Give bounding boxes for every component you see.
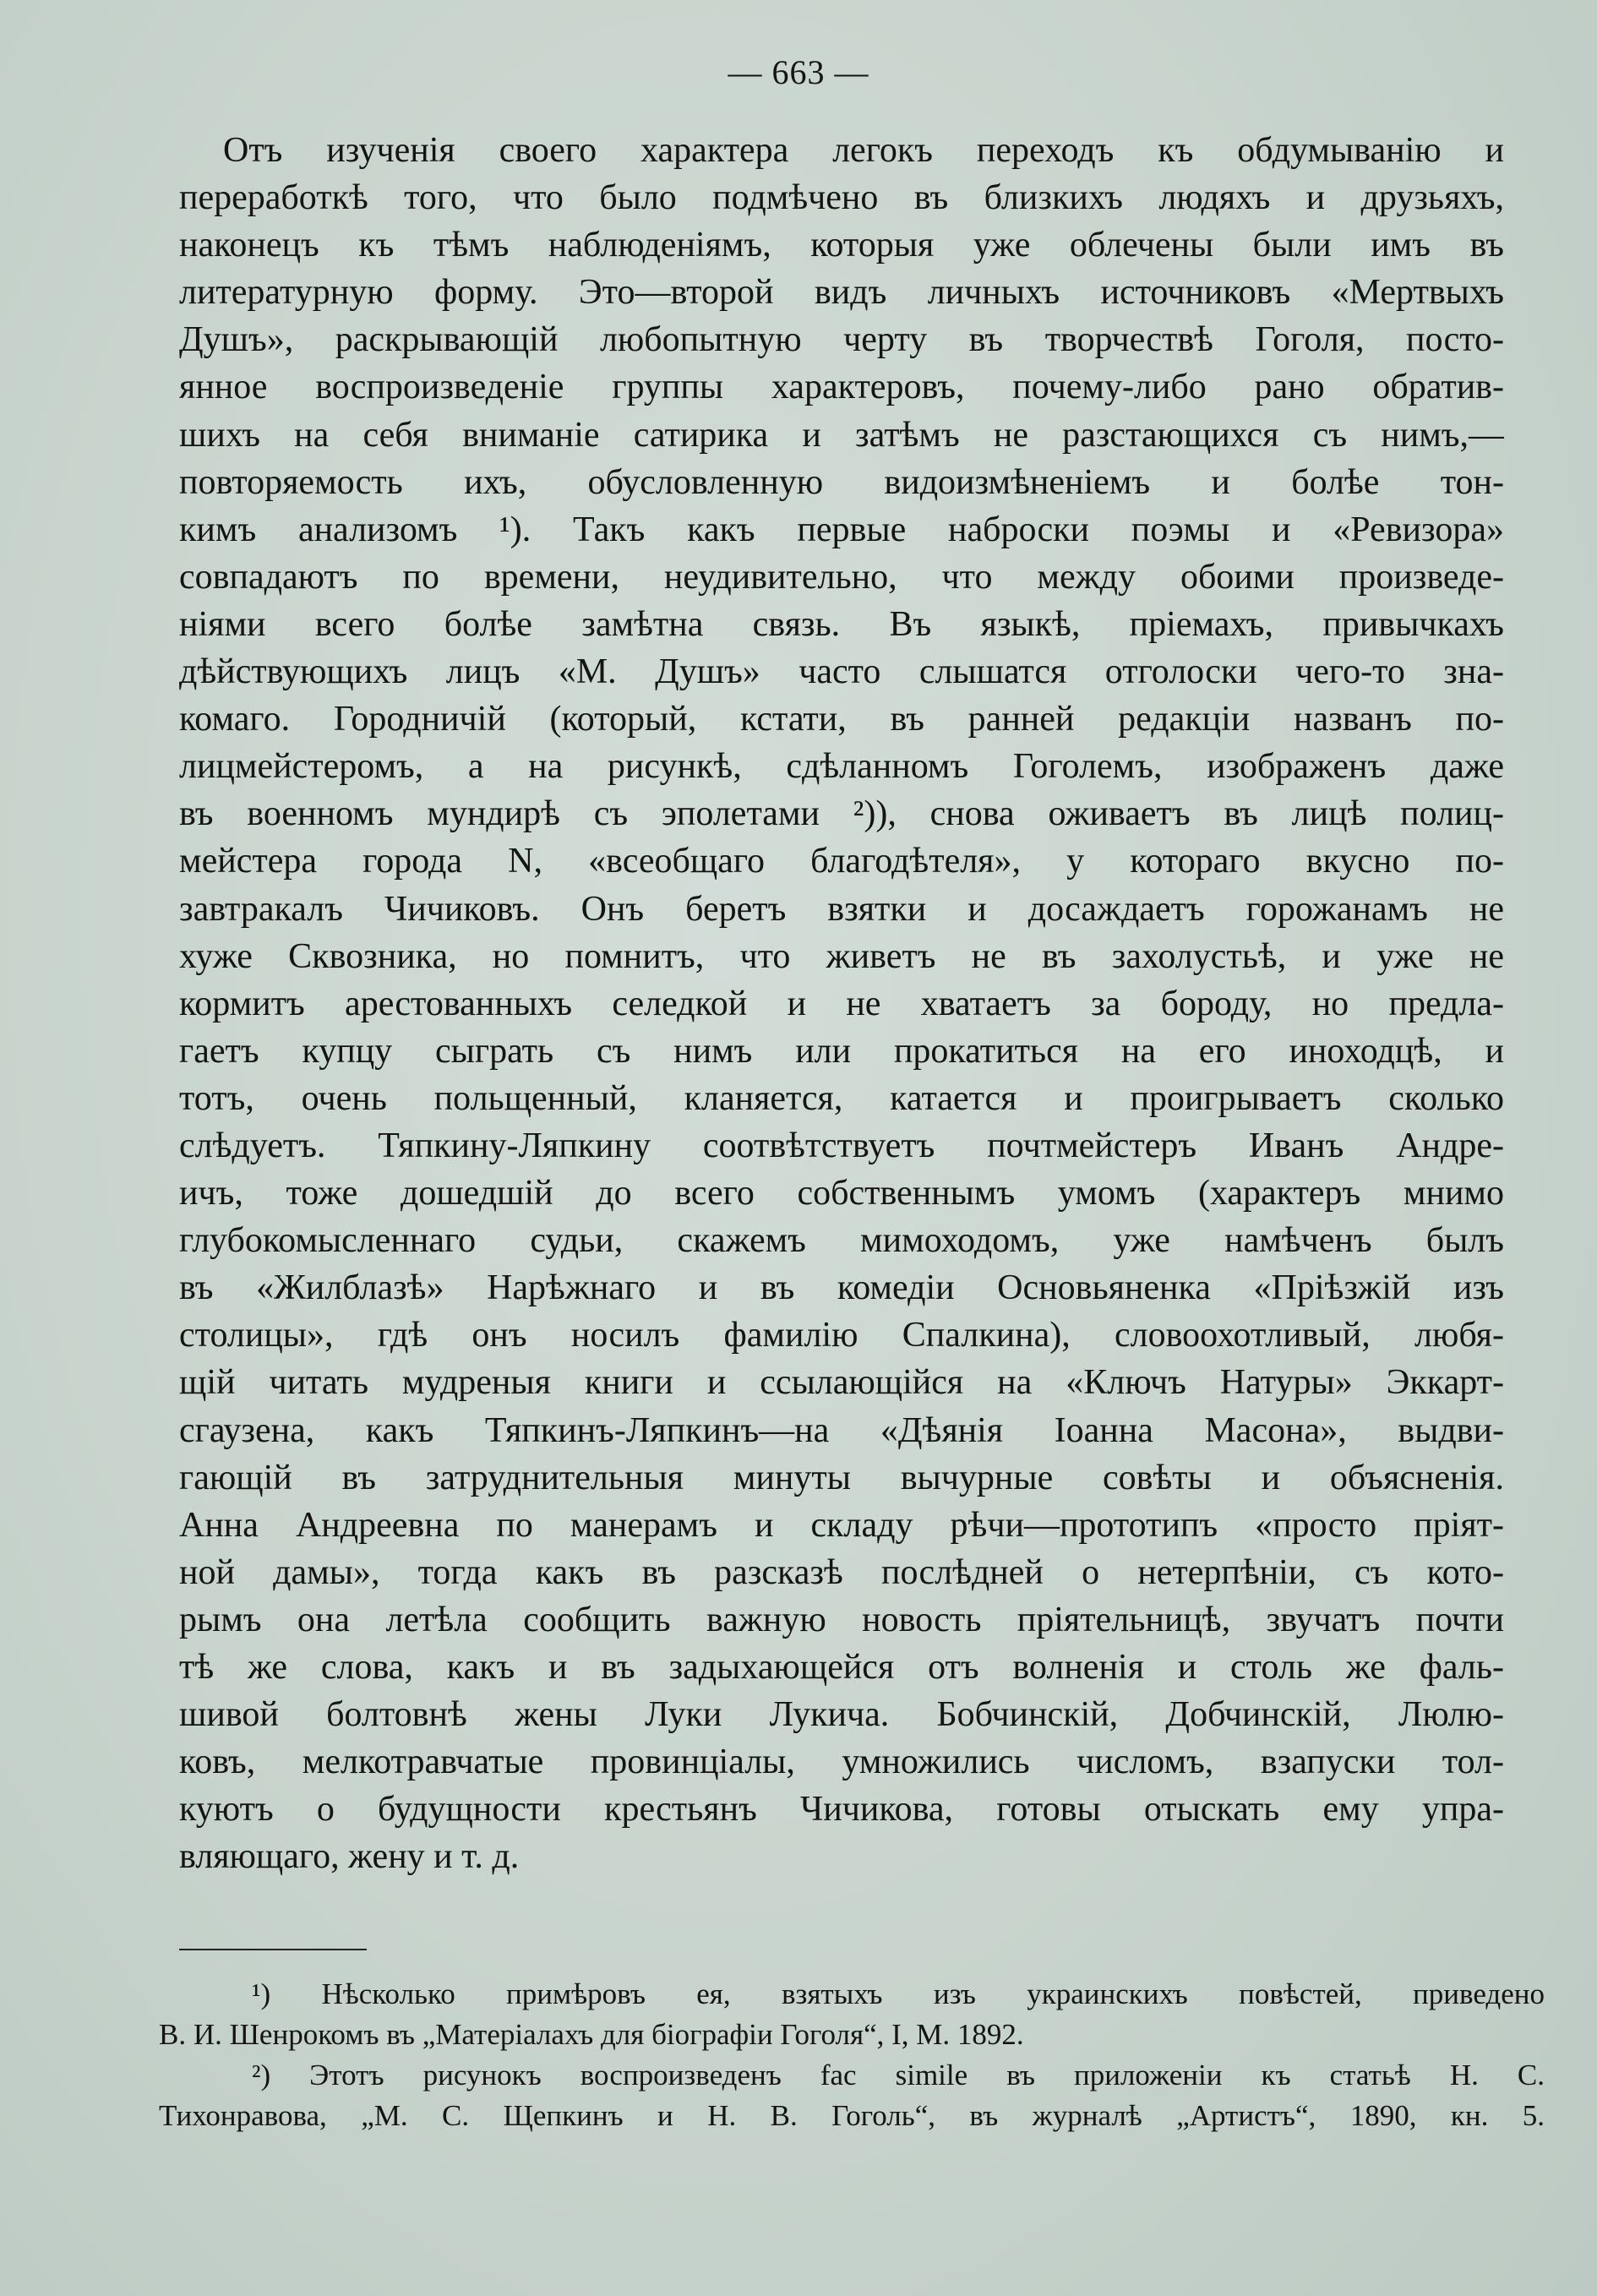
text-line: комаго. Городничій (который, кстати, въ ранней редакціи названъ по-: [179, 700, 1504, 739]
footnotes: [159, 1974, 1545, 2136]
text-line: мейстера города N, «всеобщаго благодѣтеля», у котораго вкусно по-: [179, 842, 1504, 881]
text-line: гаетъ купцу сыграть съ нимъ или прокатиться на его иноходцѣ, и: [179, 1031, 1504, 1071]
text-line: въ «Жилблазѣ» Нарѣжнаго и въ комедіи Основьяненка «Пріѣзжій изъ: [179, 1268, 1504, 1308]
text-line: тѣ же слова, какъ и въ задыхающейся отъ волненія и столь же фаль-: [179, 1648, 1504, 1687]
text-line: завтракалъ Чичиковъ. Онъ беретъ взятки и досаждаетъ горожанамъ не: [179, 889, 1504, 929]
main-text: [179, 127, 1504, 1880]
text-line: шивой болтовнѣ жены Луки Лукича. Бобчинскій, Добчинскій, Люлю-: [179, 1695, 1504, 1735]
text-line: ковъ, мелкотравчатые провинціалы, умножились числомъ, взапуски тол-: [179, 1742, 1504, 1782]
text-line: щій читать мудреныя книги и ссылающійся на «Ключъ Натуры» Эккарт-: [179, 1363, 1504, 1403]
footnote-line: ¹) Нѣсколько примѣровъ ея, взятыхъ изъ украинскихъ повѣстей, приведено: [252, 1977, 1545, 2010]
text-line: переработкѣ того, что было подмѣчено въ близкихъ людяхъ и друзьяхъ,: [179, 178, 1504, 218]
text-line: въ военномъ мундирѣ съ эполетами ²)), снова оживаетъ въ лицѣ полиц-: [179, 794, 1504, 834]
footnote-line: Тихонравова, „М. С. Щепкинъ и Н. В. Гоголь“, въ журналѣ „Артистъ“, 1890, кн. 5.: [159, 2099, 1545, 2132]
text-line: рымъ она летѣла сообщить важную новость пріятельницѣ, звучатъ почти: [179, 1600, 1504, 1639]
text-line: гающій въ затруднительныя минуты вычурные совѣты и объясненія.: [179, 1458, 1504, 1497]
text-line: сгаузена, какъ Тяпкинъ-Ляпкинъ—на «Дѣянія Іоанна Масона», выдви-: [179, 1410, 1504, 1450]
text-line: Отъ изученія своего характера легокъ переходъ къ обдумыванію и: [223, 131, 1504, 170]
page-number: — 663 —: [728, 53, 869, 91]
text-line: тотъ, очень польщенный, кланяется, катается и проигрываетъ сколько: [179, 1078, 1504, 1118]
text-line: кимъ анализомъ ¹). Такъ какъ первые наброски поэмы и «Ревизора»: [179, 510, 1504, 549]
text-line: вляющаго, жену и т. д.: [179, 1837, 520, 1877]
text-line: куютъ о будущности крестьянъ Чичикова, готовы отыскать ему упра-: [179, 1790, 1504, 1830]
text-line: глубокомысленнаго судьи, скажемъ мимоходомъ, уже намѣченъ былъ: [179, 1221, 1504, 1261]
text-line: янное воспроизведеніе группы характеровъ, почему-либо рано обратив-: [179, 368, 1504, 407]
footnote-line: В. И. Шенрокомъ въ „Матеріалахъ для біографіи Гоголя“, I, М. 1892.: [159, 2018, 1024, 2051]
text-line: совпадаютъ по времени, неудивительно, что между обоими произведе-: [179, 557, 1504, 597]
text-line: литературную форму. Это—второй видъ личныхъ источниковъ «Мертвыхъ: [179, 273, 1504, 313]
footnote-line: ²) Этотъ рисунокъ воспроизведенъ fac simile въ приложеніи къ статьѣ Н. С.: [252, 2059, 1545, 2091]
text-line: повторяемость ихъ, обусловленную видоизмѣненіемъ и болѣе тон-: [179, 462, 1504, 502]
text-line: слѣдуетъ. Тяпкину-Ляпкину соотвѣтствуетъ почтмейстеръ Иванъ Андре-: [179, 1126, 1504, 1165]
text-line: ичъ, тоже дошедшій до всего собственнымъ умомъ (характеръ мнимо: [179, 1174, 1504, 1213]
text-line: кормитъ арестованныхъ селедкой и не хватаетъ за бороду, но предла-: [179, 984, 1504, 1023]
text-line: хуже Сквозника, но помнитъ, что живетъ не въ захолустьѣ, и уже не: [179, 936, 1504, 976]
footnote-separator: [179, 1949, 367, 1950]
text-line: лицмейстеромъ, а на рисункѣ, сдѣланномъ Гоголемъ, изображенъ даже: [179, 747, 1504, 787]
text-line: Анна Андреевна по манерамъ и складу рѣчи—прототипъ «просто пріят-: [179, 1505, 1504, 1545]
text-line: наконецъ къ тѣмъ наблюденіямъ, которыя уже облечены были имъ въ: [179, 226, 1504, 265]
text-line: Душъ», раскрывающій любопытную черту въ творчествѣ Гоголя, посто-: [179, 320, 1504, 360]
text-line: столицы», гдѣ онъ носилъ фамилію Спалкина), словоохотливый, любя-: [179, 1316, 1504, 1355]
text-line: дѣйствующихъ лицъ «М. Душъ» часто слышатся отголоски чего-то зна-: [179, 652, 1504, 692]
text-line: шихъ на себя вниманіе сатирика и затѣмъ не разстающихся съ нимъ,—: [179, 415, 1504, 455]
text-line: ной дамы», тогда какъ въ разсказѣ послѣдней о нетерпѣніи, съ кото-: [179, 1552, 1504, 1592]
text-line: ніями всего болѣе замѣтна связь. Въ языкѣ, пріемахъ, привычкахъ: [179, 604, 1504, 644]
